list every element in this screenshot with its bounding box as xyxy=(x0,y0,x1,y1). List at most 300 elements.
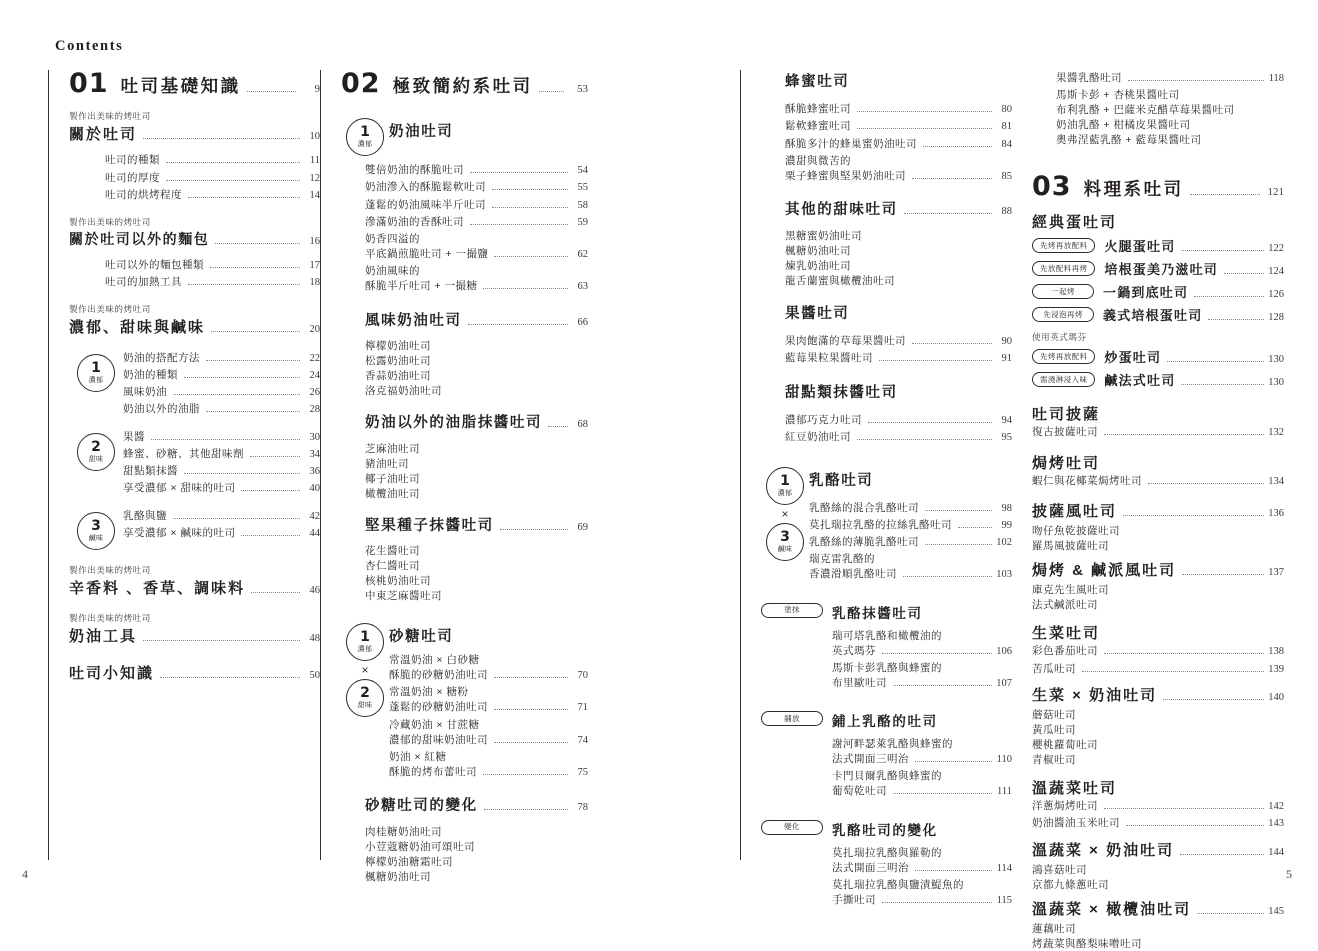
taste-circle-badge xyxy=(77,354,115,392)
entry-page: 18 xyxy=(309,277,320,288)
block-heading: 乳酪抹醬吐司 xyxy=(832,605,923,621)
leader-dots xyxy=(857,128,992,129)
method-entry[interactable] xyxy=(1032,236,1284,255)
section-heading-row[interactable] xyxy=(69,316,320,339)
block-heading: 奶油吐司 xyxy=(389,124,454,140)
section-heading-row[interactable] xyxy=(69,662,320,685)
entry-page: 24 xyxy=(309,369,320,381)
list-item: 香蒜奶油吐司 xyxy=(365,370,431,383)
leader-dots xyxy=(1197,913,1264,914)
toc-entry[interactable] xyxy=(365,214,588,231)
entry-label: 一鍋到底吐司 xyxy=(1103,285,1189,301)
toc-entry[interactable] xyxy=(389,699,588,716)
section-page: 78 xyxy=(577,802,588,814)
toc-entry[interactable] xyxy=(832,783,1012,800)
toc-entry[interactable] xyxy=(123,350,320,367)
leader-dots xyxy=(1104,434,1264,435)
leader-dots xyxy=(1224,273,1264,274)
section-page: 68 xyxy=(577,419,588,431)
contents-heading: Contents xyxy=(55,38,124,54)
leader-dots xyxy=(184,473,300,474)
list-item: 杏仁醬吐司 xyxy=(365,560,420,572)
entry-page: 90 xyxy=(1001,335,1012,347)
section-title: 砂糖吐司的變化 xyxy=(365,798,478,815)
entry-label: 藍莓果粒果醬吐司 xyxy=(785,351,873,364)
leader-dots xyxy=(1167,361,1264,362)
leader-dots xyxy=(915,870,992,871)
taste-group-items xyxy=(123,429,320,498)
entry-label: 蓬鬆的砂糖奶油吐司 xyxy=(389,701,488,714)
chapter-03-number: 03 xyxy=(1032,171,1072,203)
block-items xyxy=(832,628,1012,693)
block-body xyxy=(809,465,1012,584)
leader-dots xyxy=(468,324,568,325)
entry-page: 99 xyxy=(1001,519,1012,531)
toc-entry[interactable] xyxy=(809,534,1012,551)
chapter-01-heading[interactable] xyxy=(69,70,320,98)
entry-label: 葡萄乾吐司 xyxy=(832,785,887,798)
entry-label: 布里歐吐司 xyxy=(832,676,887,689)
taste-circle-badge xyxy=(346,118,384,156)
gratin-toast-section xyxy=(1032,452,1284,490)
section-item-list xyxy=(365,441,588,501)
entry-page: 63 xyxy=(577,281,588,293)
method-pill: 先烤再放配料 xyxy=(1032,349,1095,364)
chapter-01-title: 吐司基礎知識 xyxy=(120,76,241,96)
entry-page: 85 xyxy=(1001,170,1012,182)
taste-number: 2 xyxy=(360,685,370,701)
taste-group xyxy=(69,508,320,550)
leader-dots xyxy=(1128,80,1264,81)
section-item-list xyxy=(785,228,1012,288)
leader-dots xyxy=(1180,854,1264,855)
section-item-list xyxy=(1032,582,1284,612)
method-entry[interactable] xyxy=(1032,282,1284,301)
sugar-toast-block xyxy=(341,621,588,781)
list-item: 布利乳酪 + 巴薩米克醋草莓果醬吐司 xyxy=(1056,104,1235,117)
taste-circle-badge xyxy=(346,623,384,661)
section-title: 風味奶油吐司 xyxy=(365,312,462,329)
entry-page: 12 xyxy=(309,172,320,184)
toc-entry[interactable] xyxy=(809,566,1012,583)
non-butter-fat-section xyxy=(341,412,588,500)
cheese-toast-items xyxy=(809,500,1012,584)
taste-number: 1 xyxy=(360,124,370,140)
toc-entry[interactable] xyxy=(123,401,320,418)
cheese-toast-block xyxy=(761,465,1012,584)
entry-page: 139 xyxy=(1268,663,1284,675)
toc-entry[interactable] xyxy=(1032,798,1284,815)
toc-entry[interactable] xyxy=(123,429,320,446)
leader-dots xyxy=(1126,825,1264,826)
list-item: 烤蔬菜與酪梨味噌吐司 xyxy=(1032,938,1142,951)
times-symbol: × xyxy=(781,506,789,521)
toc-entry[interactable] xyxy=(1032,661,1284,678)
leader-dots xyxy=(166,162,300,163)
leader-dots xyxy=(241,490,300,491)
section-heading-row[interactable] xyxy=(365,795,588,817)
toc-entry[interactable] xyxy=(123,480,320,497)
list-item: 煉乳奶油吐司 xyxy=(785,259,851,272)
taste-circle-wrap xyxy=(69,350,123,392)
leader-dots xyxy=(492,189,568,190)
section-heading-row[interactable] xyxy=(1032,500,1284,523)
chapter-02-page: 53 xyxy=(577,83,588,95)
leader-dots xyxy=(188,284,300,285)
entry-label: 常溫奶油 × 白砂糖 xyxy=(389,654,480,666)
entry-page: 142 xyxy=(1268,801,1284,813)
toc-entry[interactable] xyxy=(785,350,1012,367)
times-symbol: × xyxy=(361,663,369,677)
toc-entry[interactable] xyxy=(123,367,320,384)
taste-number: 1 xyxy=(360,629,370,645)
warm-vegetable-section xyxy=(1032,777,1284,833)
list-item: 庫克先生風吐司 xyxy=(1032,584,1109,597)
section-title: 關於吐司 xyxy=(69,126,138,143)
entry-label: 彩色番茄吐司 xyxy=(1032,645,1098,658)
taste-circle-wrap xyxy=(341,621,389,717)
section-page: 20 xyxy=(309,324,320,336)
entry-page: 62 xyxy=(577,249,588,261)
toc-entry[interactable] xyxy=(123,525,320,542)
toc-entry[interactable] xyxy=(1032,815,1284,832)
toc-entry[interactable] xyxy=(105,152,320,169)
toc-entry[interactable] xyxy=(1032,424,1284,441)
section-heading-row[interactable] xyxy=(365,310,588,332)
entry-page: 42 xyxy=(309,510,320,522)
toc-entry[interactable] xyxy=(785,136,1012,153)
toc-entry[interactable] xyxy=(785,101,1012,118)
entry-label: 苦瓜吐司 xyxy=(1032,662,1076,675)
section-heading-row[interactable] xyxy=(1032,898,1284,921)
section-title: 焗烤 & 鹹派風吐司 xyxy=(1032,562,1177,580)
section-page: 145 xyxy=(1268,905,1284,917)
toc-entry[interactable] xyxy=(785,412,1012,429)
leader-dots xyxy=(915,761,992,762)
method-pill: 塗抹 xyxy=(761,603,823,618)
taste-group-items xyxy=(123,350,320,419)
entry-label: 英式瑪芬 xyxy=(832,644,876,657)
entry-page: 102 xyxy=(996,537,1012,549)
toc-entry[interactable] xyxy=(785,118,1012,135)
toc-entry[interactable] xyxy=(785,168,1012,185)
pizza-style-toast-section xyxy=(1032,500,1284,553)
list-item: 豬油吐司 xyxy=(365,457,409,470)
list-item: 羅馬風披薩吐司 xyxy=(1032,540,1109,553)
chapter-03-page: 121 xyxy=(1267,186,1284,199)
entry-label: 吐司的烘烤程度 xyxy=(105,188,182,201)
salad-butter-section xyxy=(1032,684,1284,767)
section-item-list xyxy=(365,824,588,884)
list-item: 肉桂糖奶油吐司 xyxy=(365,825,442,838)
leader-dots xyxy=(1208,319,1264,320)
toast-pizza-section xyxy=(1032,403,1284,441)
toc-entry[interactable] xyxy=(785,333,1012,350)
list-item: 龍舌蘭蜜與橄欖油吐司 xyxy=(785,274,895,287)
method-pill: 需澆淋浸入味 xyxy=(1032,372,1095,387)
toc-entry[interactable] xyxy=(832,643,1012,660)
section-title: 吐司小知識 xyxy=(69,665,155,683)
leader-dots xyxy=(160,677,300,678)
entry-page: 126 xyxy=(1268,289,1284,301)
section-title: 濃郁、甜味與鹹味 xyxy=(69,319,206,337)
leader-dots xyxy=(1181,384,1264,385)
entry-page: 143 xyxy=(1268,818,1284,830)
toc-entry[interactable] xyxy=(105,274,320,291)
section-title: 溫蔬菜 × 橄欖油吐司 xyxy=(1032,900,1192,918)
toc-entry[interactable] xyxy=(105,257,320,274)
section-page: 46 xyxy=(309,584,320,596)
section-page: 69 xyxy=(577,521,588,533)
section-kicker: 製作出美味的烤吐司 xyxy=(69,612,151,623)
leader-dots xyxy=(206,360,300,361)
entry-label: 享受濃郁 × 鹹味的吐司 xyxy=(123,526,236,539)
toc-entry[interactable] xyxy=(389,764,588,781)
entry-page: 30 xyxy=(309,431,320,443)
section-item-list xyxy=(365,543,588,603)
list-item: 櫻桃蘿蔔吐司 xyxy=(1032,739,1098,752)
entry-page: 40 xyxy=(309,483,320,495)
jam-toast-section xyxy=(761,302,1012,368)
leader-dots xyxy=(484,809,568,810)
taste-circle-badge xyxy=(77,433,115,471)
method-entry[interactable] xyxy=(1032,305,1284,324)
entry-label: 奶油滲入的酥脆鬆軟吐司 xyxy=(365,181,486,194)
entry-page: 111 xyxy=(997,786,1012,798)
section-heading-row[interactable] xyxy=(365,515,588,537)
toc-entry[interactable] xyxy=(832,860,1012,877)
leader-dots xyxy=(500,529,568,530)
taste-circle-wrap xyxy=(69,429,123,471)
toc-entry[interactable] xyxy=(123,384,320,401)
toc-entry[interactable] xyxy=(105,187,320,204)
entry-page: 14 xyxy=(309,189,320,201)
list-item: 奶油乳酪 + 柑橘皮果醬吐司 xyxy=(1056,119,1191,132)
section-heading-row[interactable] xyxy=(1032,559,1284,582)
section-kicker: 製作出美味的烤吐司 xyxy=(69,111,151,121)
section-heading-row[interactable] xyxy=(365,412,588,434)
section-title: 奶油以外的油脂抹醬吐司 xyxy=(365,415,543,432)
section-title: 奶油工具 xyxy=(69,627,138,645)
entry-label: 培根蛋美乃滋吐司 xyxy=(1104,262,1219,278)
entry-page: 80 xyxy=(1001,104,1012,115)
entry-page: 71 xyxy=(577,702,588,714)
taste-label: 甜味 xyxy=(88,455,104,463)
entry-page: 44 xyxy=(309,527,320,539)
toc-entry[interactable] xyxy=(832,892,1012,909)
method-entry[interactable] xyxy=(1032,259,1284,278)
section-heading-row[interactable] xyxy=(69,625,320,648)
toc-entry[interactable] xyxy=(365,197,588,214)
toc-entry[interactable] xyxy=(1032,473,1284,490)
entry-page: 55 xyxy=(577,182,588,194)
nut-seed-spread-section xyxy=(341,515,588,603)
toc-entry[interactable] xyxy=(365,278,588,295)
flavored-butter-section xyxy=(341,310,588,398)
toc-entry[interactable] xyxy=(809,517,1012,534)
section-heading-row[interactable] xyxy=(69,229,320,251)
entry-label: 鬆軟蜂蜜吐司 xyxy=(785,120,851,133)
section-item-list xyxy=(1032,707,1284,767)
entry-label: 法式開面三明治 xyxy=(832,753,909,766)
entry-label: 莫扎瑞拉乳酪與鹽漬鯷魚的 xyxy=(832,878,964,891)
leader-dots xyxy=(912,343,992,344)
toc-entry[interactable] xyxy=(1032,643,1284,660)
entry-page: 128 xyxy=(1268,312,1284,324)
entry-page: 114 xyxy=(996,862,1012,874)
entry-label: 莫扎瑞拉乳酪的拉絲乳酪吐司 xyxy=(809,518,952,531)
leader-dots xyxy=(925,510,992,511)
entry-page: 59 xyxy=(577,216,588,228)
entry-label: 乳酪絲的薄脆乳酪吐司 xyxy=(809,536,919,549)
block-body xyxy=(832,710,1012,801)
cheese-topping-block xyxy=(761,710,1012,801)
section-item-list xyxy=(1032,523,1284,553)
entry-label: 冷藏奶油 × 甘蔗糖 xyxy=(389,718,480,731)
entry-label: 瑞克雷乳酪的 xyxy=(809,553,875,566)
entry-page: 98 xyxy=(1001,502,1012,514)
list-item: 橄欖油吐司 xyxy=(365,487,420,500)
taste-group-items xyxy=(123,508,320,543)
entry-label: 瑞可塔乳酪和橄欖油的 xyxy=(832,629,942,642)
list-item: 檸檬奶油吐司 xyxy=(365,340,431,353)
other-sweet-toast-section xyxy=(761,199,1012,287)
section-heading-row[interactable] xyxy=(69,577,320,600)
entry-label: 乳酪與鹽 xyxy=(123,509,167,522)
leader-dots xyxy=(1194,296,1264,297)
entry-label: 炒蛋吐司 xyxy=(1104,350,1162,366)
section-title: 披薩風吐司 xyxy=(1032,502,1118,520)
section-page: 50 xyxy=(309,670,320,682)
entry-page: 130 xyxy=(1268,354,1284,366)
section-item-list xyxy=(785,333,1012,368)
leader-dots xyxy=(188,197,300,198)
warm-vegetable-olive-section xyxy=(1032,898,1284,951)
leader-dots xyxy=(173,394,300,395)
toc-entry[interactable] xyxy=(365,246,588,263)
leader-dots xyxy=(912,178,992,179)
toc-entry[interactable] xyxy=(389,732,588,749)
entry-page: 95 xyxy=(1001,432,1012,444)
chapter-03-heading[interactable] xyxy=(1032,173,1284,201)
toc-entry[interactable] xyxy=(365,162,588,179)
honey-toast-section xyxy=(761,70,1012,185)
toc-entry[interactable] xyxy=(809,500,1012,517)
toc-entry[interactable] xyxy=(1056,70,1284,87)
toc-entry[interactable] xyxy=(832,751,1012,768)
entry-label: 義式培根蛋吐司 xyxy=(1103,308,1203,324)
leader-dots xyxy=(184,377,300,378)
entry-page: 118 xyxy=(1268,73,1284,84)
list-item: 蘑菇吐司 xyxy=(1032,709,1076,722)
list-item: 芝麻油吐司 xyxy=(365,442,420,455)
list-item: 楓糖奶油吐司 xyxy=(365,870,431,883)
section-title: 其他的甜味吐司 xyxy=(785,202,898,219)
section-heading-row[interactable] xyxy=(1032,684,1284,707)
method-entry[interactable] xyxy=(1032,370,1284,389)
section-heading-row[interactable] xyxy=(69,123,320,146)
entry-page: 36 xyxy=(309,466,320,478)
section-item-list xyxy=(69,257,320,292)
taste-number: 2 xyxy=(91,438,101,455)
entry-label: 奶油風味的 xyxy=(365,265,420,278)
taste-number: 1 xyxy=(91,359,101,376)
leader-dots xyxy=(1181,250,1264,251)
leader-dots xyxy=(857,439,992,440)
leader-dots xyxy=(925,544,992,545)
section-title: 辛香料 、香草、調味料 xyxy=(69,579,246,597)
section-title: 蜂蜜吐司 xyxy=(785,74,850,90)
chapter-02-heading[interactable] xyxy=(341,70,588,98)
entry-page: 34 xyxy=(309,448,320,460)
entry-page: 106 xyxy=(996,645,1012,657)
toc-entry[interactable] xyxy=(123,463,320,480)
taste-circle-badge xyxy=(77,512,115,550)
entry-label: 吐司的加熱工具 xyxy=(105,276,182,288)
toc-entry[interactable] xyxy=(365,179,588,196)
entry-label: 滲滿奶油的香酥吐司 xyxy=(365,215,464,228)
chapter-01-number: 01 xyxy=(69,68,109,99)
folio-right: 5 xyxy=(1286,867,1292,881)
toc-entry[interactable] xyxy=(785,429,1012,446)
method-pill: 先烤再放配料 xyxy=(1032,238,1095,253)
section-page: 16 xyxy=(309,236,320,248)
cheese-variation-block xyxy=(761,819,1012,910)
section-title: 關於吐司以外的麵包 xyxy=(69,231,210,248)
entry-page: 22 xyxy=(309,352,320,364)
entry-label: 酥脆蜂蜜吐司 xyxy=(785,103,851,115)
entry-label: 奶油的搭配方法 xyxy=(123,351,200,364)
leader-dots xyxy=(904,213,992,214)
toc-entry[interactable] xyxy=(105,170,320,187)
leader-dots xyxy=(882,653,992,654)
entry-label: 果醬乳酪吐司 xyxy=(1056,72,1122,84)
list-item: 花生醬吐司 xyxy=(365,545,420,557)
leader-dots xyxy=(173,518,300,519)
toc-column-3 xyxy=(740,70,1012,906)
entry-label: 卡門貝爾乳酪與蜂蜜的 xyxy=(832,770,942,783)
toc-entry[interactable] xyxy=(389,667,588,684)
entry-page: 110 xyxy=(996,754,1012,766)
leader-dots xyxy=(492,207,568,208)
leader-dots xyxy=(247,91,296,92)
block-body xyxy=(389,621,588,781)
block-items xyxy=(832,736,1012,801)
section-heading-row[interactable] xyxy=(785,199,1012,221)
toc-entry[interactable] xyxy=(123,508,320,525)
leader-dots xyxy=(251,592,300,593)
list-item: 核桃奶油吐司 xyxy=(365,575,431,587)
toc-entry[interactable] xyxy=(123,446,320,463)
leader-dots xyxy=(879,360,992,361)
method-entry[interactable] xyxy=(1032,347,1284,366)
leader-dots xyxy=(494,256,568,257)
leader-dots xyxy=(494,677,568,678)
block-heading: 砂糖吐司 xyxy=(389,629,454,645)
block-body xyxy=(389,116,588,141)
toc-column-1 xyxy=(48,70,320,860)
taste-number: 3 xyxy=(780,528,790,545)
leader-dots xyxy=(539,91,564,92)
entry-label: 酥脆的砂糖奶油吐司 xyxy=(389,669,488,681)
toc-column-4 xyxy=(1012,70,1284,951)
section-heading-row[interactable] xyxy=(1032,839,1284,862)
list-item: 奧弗涅藍乳酪 + 藍莓果醬吐司 xyxy=(1056,134,1202,147)
toc-entry[interactable] xyxy=(832,675,1012,692)
entry-label: 濃郁的甜味奶油吐司 xyxy=(389,733,488,746)
section-kicker: 使用英式瑪芬 xyxy=(1032,332,1087,343)
taste-label: 濃郁 xyxy=(777,489,793,497)
